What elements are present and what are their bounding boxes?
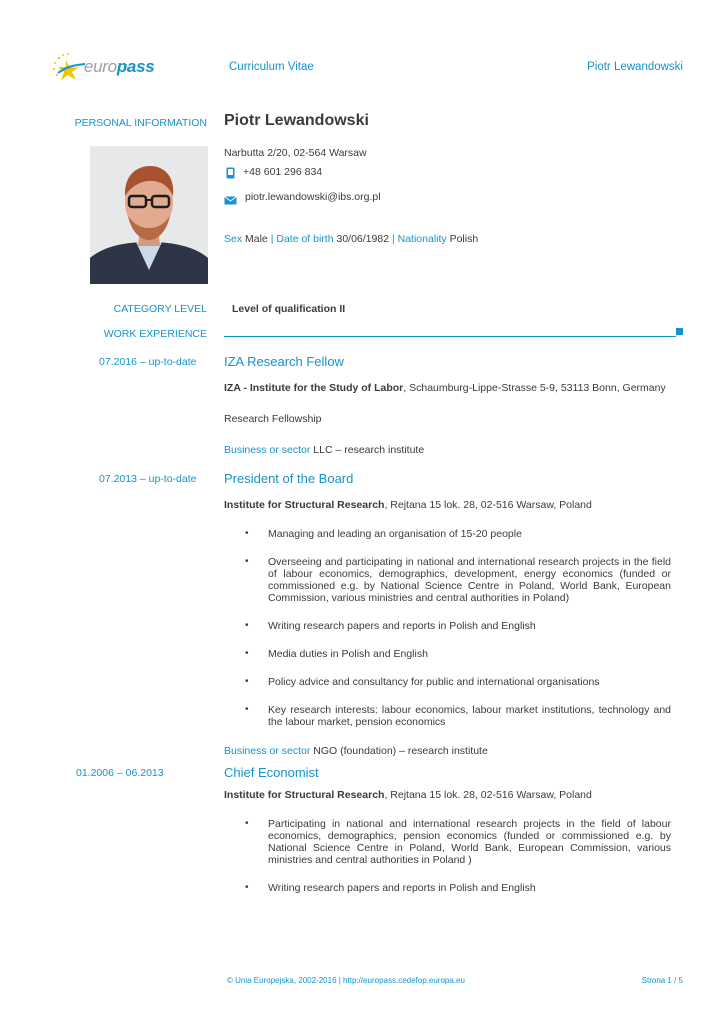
person-name: Piotr Lewandowski [224,112,369,129]
employer-name: IZA - Institute for the Study of Labor [224,382,404,394]
employer-name: Institute for Structural Research [224,499,385,511]
list-item: • Writing research papers and reports in Polish and English [224,882,671,894]
job-title: IZA Research Fellow [224,354,344,369]
section-divider [224,336,676,337]
separator: | [270,233,274,245]
footer-copyright[interactable]: © Unia Europejska, 2002-2016 | http://europass.cedefop.europa.eu [227,976,465,985]
dob-value: 30/06/1982 [336,233,390,245]
list-item: • Key research interests: labour economics, labour market institutions, technology and the labour market, pension economics [224,704,671,728]
work-experience-label: WORK EXPERIENCE [103,328,207,340]
nationality-label: Nationality [397,233,447,245]
employer-name: Institute for Structural Research [224,789,385,801]
business-sector-value: LLC – research institute [313,444,425,456]
page-number: Strona 1 / 5 [641,976,683,985]
business-sector-value: NGO (foundation) – research institute [313,745,488,757]
employer-address: , Rejtana 15 lok. 28, 02-516 Warsaw, Poland [384,499,592,511]
list-item: • Media duties in Polish and English [224,648,671,660]
nationality-value: Polish [449,233,479,245]
dob-label: Date of birth [276,233,334,245]
separator: | [391,233,395,245]
business-sector-label: Business or sector [224,444,311,456]
list-item: • Participating in national and international research projects in the field of labour economics, demographics, pension economics (funded or commissioned e.g. by National Science Centre in Poland, World Bank, European Commission, various ministries and central authorities in Poland ) [224,818,671,866]
job-description: Research Fellowship [224,413,322,425]
phone-icon [226,167,235,179]
profile-photo [90,146,208,284]
header-person-name: Piotr Lewandowski [587,61,683,73]
job-title: Chief Economist [224,765,319,780]
job-dates: 07.2013 – up-to-date [99,473,197,485]
responsibilities-list [224,528,671,728]
sex-label: Sex [224,233,243,245]
responsibilities-list [224,818,671,894]
business-sector [224,745,488,757]
europass-wordmark: europass [84,57,155,76]
employer-address: , Rejtana 15 lok. 28, 02-516 Warsaw, Poland [384,789,592,801]
business-sector-label: Business or sector [224,745,311,757]
address: Narbutta 2/20, 02-564 Warsaw [224,147,367,159]
phone-number: +48 601 296 834 [243,166,323,178]
personal-information-label: PERSONAL INFORMATION [74,117,207,129]
category-level-value: Level of qualification II [232,303,346,315]
employer [224,499,592,511]
list-item: • Managing and leading an organisation of 15-20 people [224,528,671,540]
list-item: • Writing research papers and reports in Polish and English [224,620,671,632]
email-address[interactable]: piotr.lewandowski@ibs.org.pl [245,191,381,203]
document-title: Curriculum Vitae [229,61,314,73]
europass-star-icon [52,52,86,82]
list-item: • Policy advice and consultancy for public and international organisations [224,676,671,688]
employer [224,382,666,394]
sex-value: Male [245,233,268,245]
employer-address: , Schaumburg-Lippe-Strasse 5-9, 53113 Bonn, Germany [403,382,666,394]
section-divider-marker [676,328,683,335]
list-item: • Overseeing and participating in national and international research projects in the field of labour economics, demographics, development, energy economics (funded or commissioned e.g. by National Science Centre in Poland, World Bank, European Commission, various ministries and central authorities in Poland) [224,556,671,604]
email-icon [224,194,237,206]
personal-details-line [224,233,478,245]
job-title: President of the Board [224,471,354,486]
employer [224,789,592,801]
job-dates: 07.2016 – up-to-date [99,356,197,368]
category-level-label: CATEGORY LEVEL [113,303,207,315]
business-sector [224,444,424,456]
job-dates: 01.2006 – 06.2013 [76,767,164,779]
